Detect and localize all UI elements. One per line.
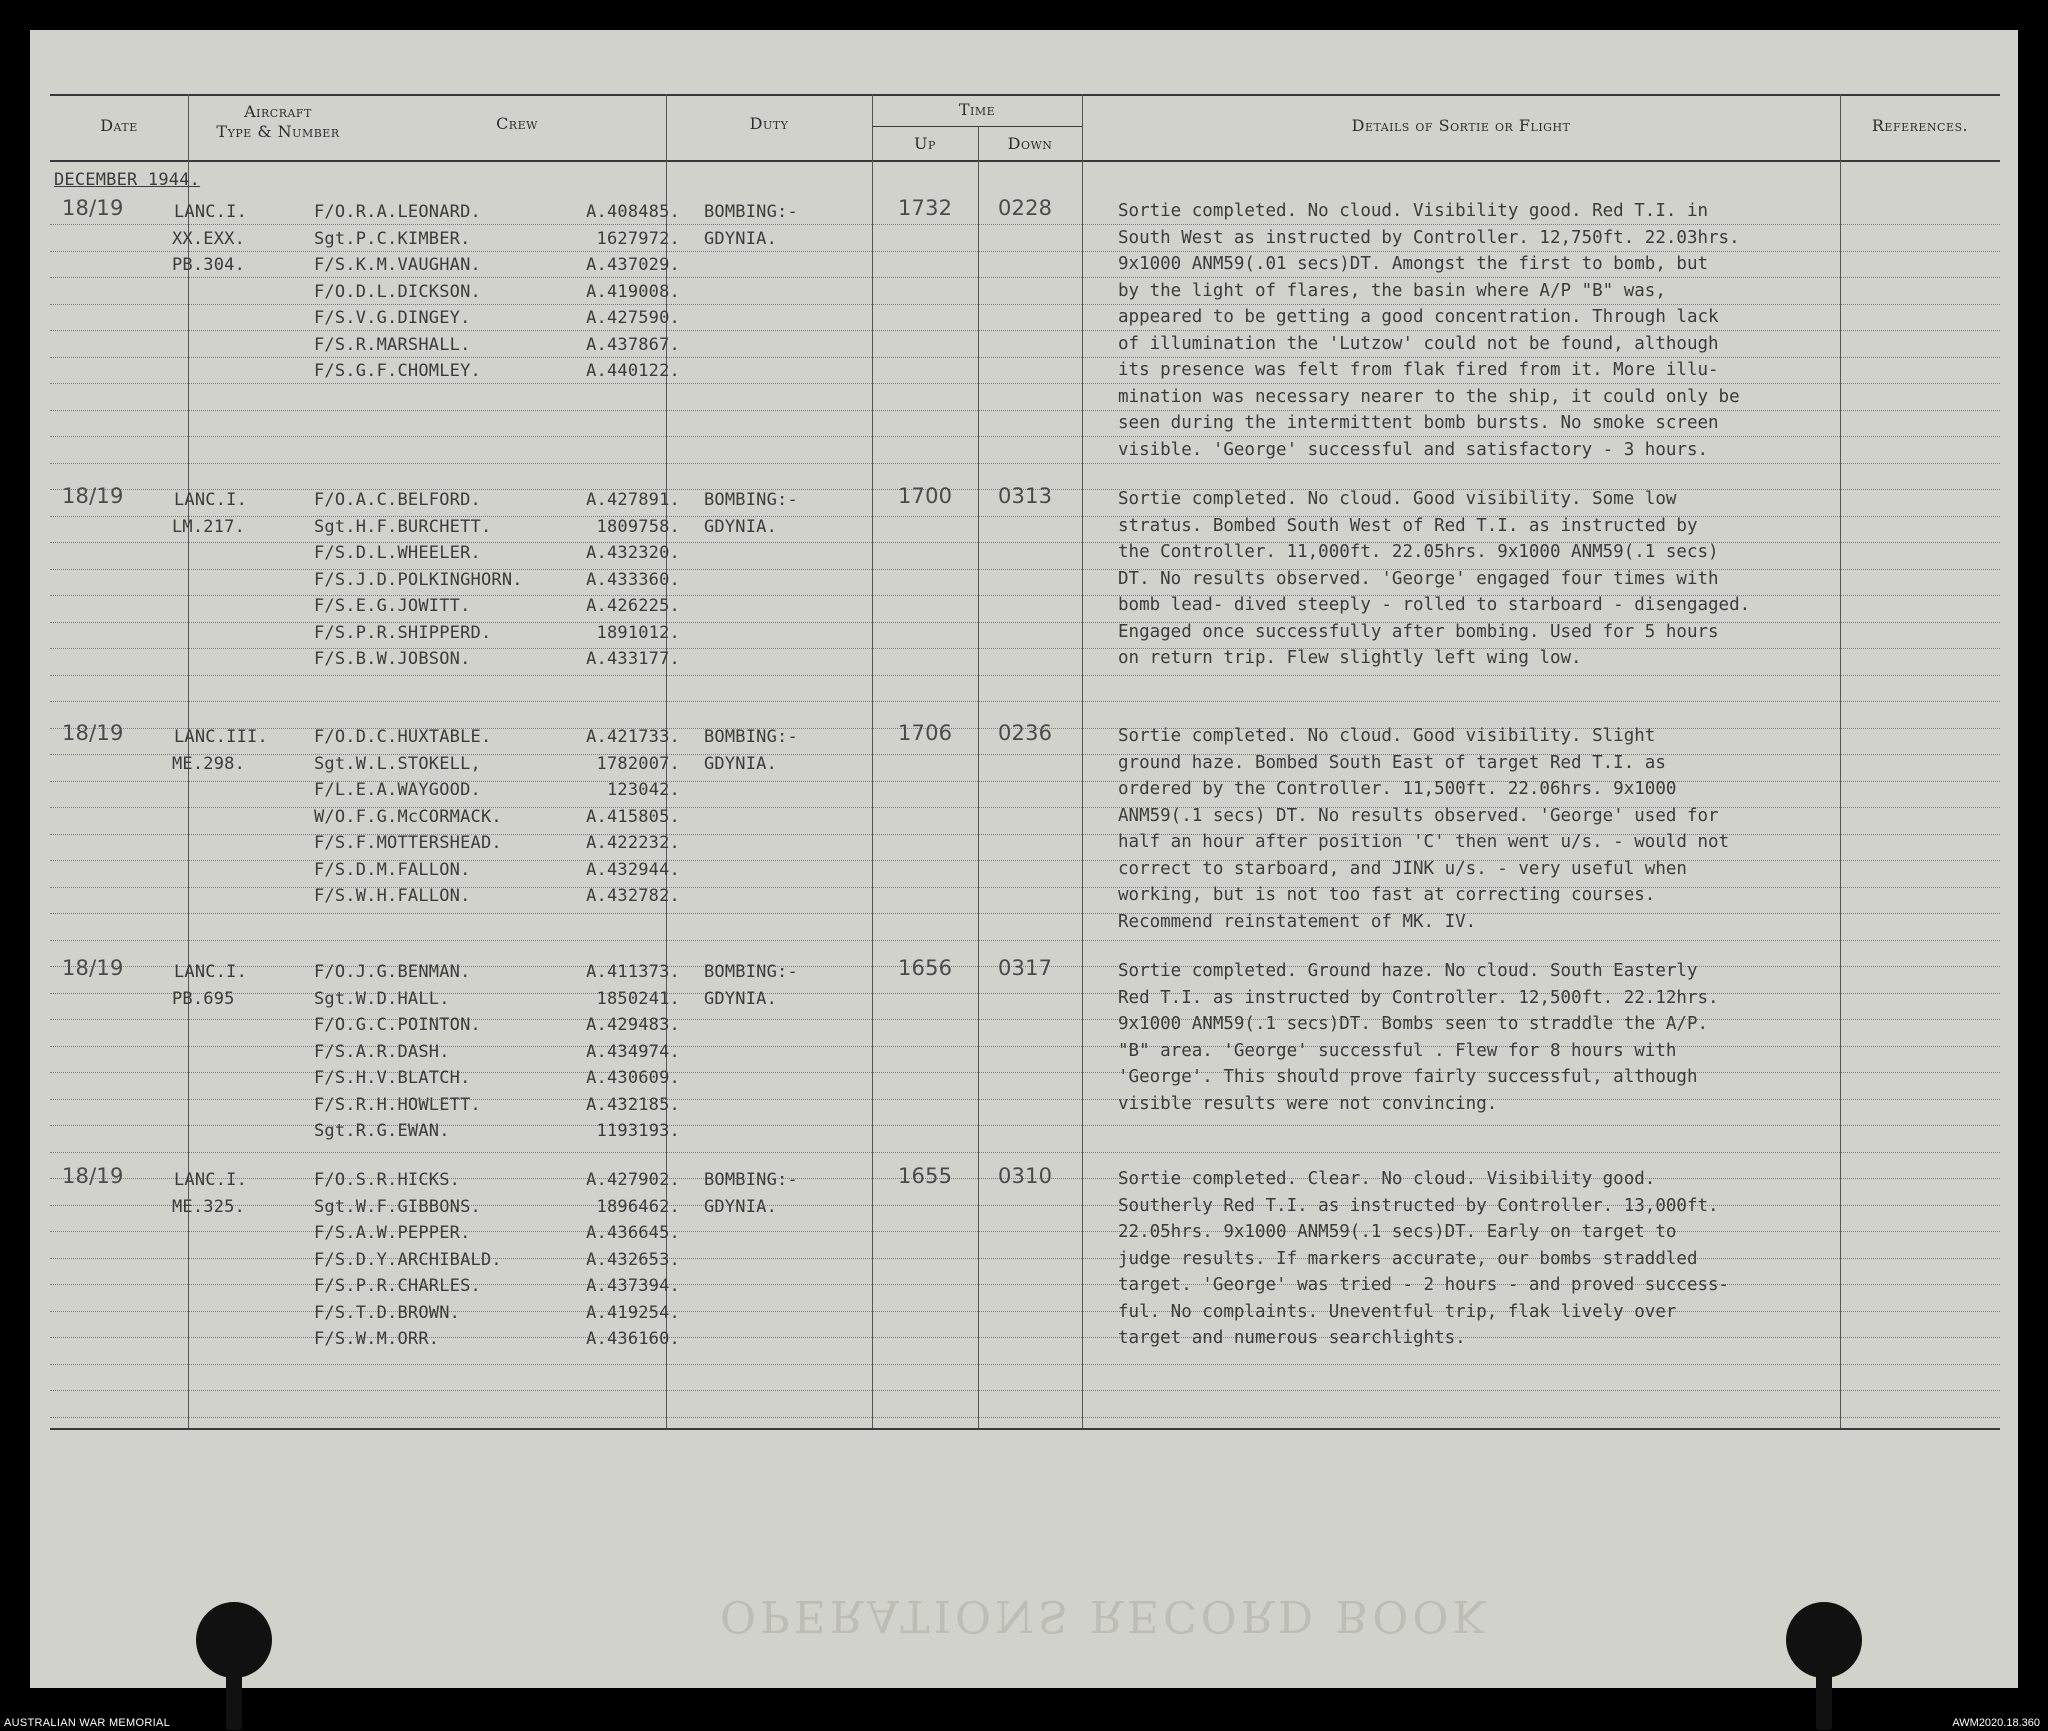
details-line: correct to starboard, and JINK u/s. - very useful when <box>1118 858 1687 879</box>
crew-name: F/S.F.MOTTERSHEAD. <box>314 833 502 853</box>
time-down: 0236 <box>998 721 1053 745</box>
aircraft-line: ME.298. <box>172 753 246 774</box>
col-rule <box>978 126 979 1428</box>
details-line: Engaged once successfully after bombing. Used for 5 hours <box>1118 621 1719 642</box>
crew-name: F/S.B.W.JOBSON. <box>314 649 471 669</box>
service-number: A.440122. <box>586 361 680 381</box>
sortie-details <box>1118 198 1878 463</box>
details-line: South West as instructed by Controller. 12,750ft. 22.03hrs. <box>1118 227 1740 248</box>
details-line: mination was necessary nearer to the ship, it could only be <box>1118 386 1740 407</box>
sortie-details <box>1118 1166 1878 1352</box>
service-number: A.437394. <box>586 1276 680 1296</box>
crew-name: F/S.D.Y.ARCHIBALD. <box>314 1249 502 1270</box>
service-number: 1193193. <box>596 1121 680 1141</box>
sortie-details <box>1118 958 1878 1117</box>
col-rule <box>872 94 873 1428</box>
header-references: References. <box>1871 116 1969 135</box>
header-bottom-rule <box>50 160 2000 162</box>
details-line: stratus. Bombed South West of Red T.I. as instructed by <box>1118 515 1698 536</box>
details-line: DT. No results observed. 'George' engaged four times with <box>1118 568 1719 589</box>
details-line: ANM59(.1 secs) DT. No results observed. 'George' used for <box>1118 805 1719 826</box>
aircraft-line: LM.217. <box>172 516 246 537</box>
details-line: its presence was felt from flak fired from it. More illu- <box>1118 360 1719 380</box>
aircraft-line: LANC.I. <box>174 962 248 982</box>
time-up: 1700 <box>898 484 953 508</box>
crew-name: F/S.H.V.BLATCH. <box>314 1068 471 1088</box>
details-line: bomb lead- dived steeply - rolled to starboard - disengaged. <box>1118 595 1751 615</box>
details-line: target and numerous searchlights. <box>1118 1328 1466 1348</box>
service-number: A.421733. <box>586 727 680 747</box>
crew-name: F/S.W.H.FALLON. <box>314 886 471 906</box>
time-down: 0313 <box>998 484 1053 508</box>
crew-name: F/S.P.R.CHARLES. <box>314 1276 481 1296</box>
header-details: Details of Sortie or Flight <box>1351 116 1571 135</box>
crew-name: Sgt.H.F.BURCHETT. <box>314 516 492 537</box>
details-line: Recommend reinstatement of MK. IV. <box>1118 911 1477 932</box>
header-time: Time <box>958 100 996 119</box>
service-number: A.427902. <box>586 1170 680 1190</box>
col-rule <box>1082 94 1083 1428</box>
entry-date: 18/19 <box>62 484 124 508</box>
crew-name: F/S.A.W.PEPPER. <box>314 1223 471 1243</box>
crew-name: F/O.J.G.BENMAN. <box>314 962 471 982</box>
service-number: 1809758. <box>596 516 680 537</box>
crew-name: F/S.W.M.ORR. <box>314 1329 440 1349</box>
service-number: A.408485. <box>586 202 680 222</box>
binder-slot-left <box>226 1650 242 1730</box>
service-number: A.427590. <box>586 308 680 328</box>
time-up: 1706 <box>898 721 953 745</box>
crew-name: F/L.E.A.WAYGOOD. <box>314 780 481 800</box>
aircraft-line: XX.EXX. <box>172 228 246 249</box>
crew-name: F/S.P.R.SHIPPERD. <box>314 622 492 643</box>
service-number: 1896462. <box>596 1196 680 1217</box>
service-number: 1782007. <box>596 753 680 774</box>
time-down: 0228 <box>998 196 1053 220</box>
details-line: 'George'. This should prove fairly successful, although <box>1118 1067 1698 1087</box>
crew-name: F/O.D.C.HUXTABLE. <box>314 727 492 747</box>
table-top-rule <box>50 94 2000 96</box>
dotted-rule <box>50 1417 2000 1418</box>
crew-name: Sgt.R.G.EWAN. <box>314 1121 450 1141</box>
service-number: A.430609. <box>586 1068 680 1088</box>
crew-name: F/S.G.F.CHOMLEY. <box>314 361 481 381</box>
duty-line: BOMBING:- <box>704 490 798 510</box>
details-line: ful. No complaints. Uneventful trip, flak lively over <box>1118 1301 1677 1322</box>
crew-name: F/S.V.G.DINGEY. <box>314 308 471 328</box>
crew-name: F/S.D.L.WHEELER. <box>314 543 481 563</box>
duty-line: BOMBING:- <box>704 202 798 222</box>
aircraft-line: ME.325. <box>172 1196 246 1217</box>
aircraft-line: LANC.I. <box>174 490 248 510</box>
details-line: working, but is not too fast at correcting courses. <box>1118 885 1656 905</box>
month-heading: DECEMBER 1944. <box>54 170 201 190</box>
service-number: A.422232. <box>586 833 680 853</box>
binder-slot-right <box>1816 1650 1832 1730</box>
details-line: appeared to be getting a good concentration. Through lack <box>1118 307 1719 327</box>
aircraft-line: PB.304. <box>172 255 246 275</box>
header-date: Date <box>100 116 138 135</box>
details-line: Sortie completed. No cloud. Good visibility. Slight <box>1118 726 1656 746</box>
aircraft-line: PB.695 <box>172 988 235 1009</box>
service-number: A.437029. <box>586 255 680 275</box>
aircraft-line: LANC.III. <box>174 727 268 747</box>
footer-accession-number: AWM2020.18.360 <box>1952 1717 2040 1729</box>
details-line: of illumination the 'Lutzow' could not be found, although <box>1118 333 1719 354</box>
service-number: 1850241. <box>596 988 680 1009</box>
aircraft-line: LANC.I. <box>174 1170 248 1190</box>
service-number: A.432782. <box>586 886 680 906</box>
table-bottom-rule <box>50 1428 2000 1430</box>
duty-line: GDYNIA. <box>704 988 778 1009</box>
crew-name: Sgt.W.L.STOKELL, <box>314 753 481 774</box>
service-number: A.436645. <box>586 1223 680 1243</box>
header-time-up: Up <box>914 134 936 153</box>
service-number: 123042. <box>606 780 680 800</box>
time-subrule <box>872 126 1082 127</box>
service-number: A.432320. <box>586 543 680 563</box>
crew-name: Sgt.P.C.KIMBER. <box>314 228 471 249</box>
crew-name: F/O.S.R.HICKS. <box>314 1170 461 1190</box>
header-duty: Duty <box>749 114 789 133</box>
crew-name: W/O.F.G.McCORMACK. <box>314 806 502 827</box>
duty-line: BOMBING:- <box>704 727 798 747</box>
details-line: Southerly Red T.I. as instructed by Controller. 13,000ft. <box>1118 1195 1719 1216</box>
time-up: 1655 <box>898 1164 953 1188</box>
crew-name: F/O.A.C.BELFORD. <box>314 490 481 510</box>
header-aircraft-line1: Aircraft <box>244 102 312 121</box>
details-line: judge results. If markers accurate, our bombs straddled <box>1118 1248 1698 1269</box>
entry-date: 18/19 <box>62 196 124 220</box>
details-line: 22.05hrs. 9x1000 ANM59(.1 secs)DT. Early on target to <box>1118 1222 1677 1242</box>
footer-archive-name: AUSTRALIAN WAR MEMORIAL <box>4 1717 171 1729</box>
details-line: Sortie completed. Clear. No cloud. Visibility good. <box>1118 1169 1656 1189</box>
details-line: half an hour after position 'C' then went u/s. - would not <box>1118 832 1730 852</box>
dotted-rule <box>50 701 2000 702</box>
crew-name: Sgt.W.D.HALL. <box>314 988 450 1009</box>
details-line: Red T.I. as instructed by Controller. 12,500ft. 22.12hrs. <box>1118 987 1719 1008</box>
crew-name: F/S.T.D.BROWN. <box>314 1302 461 1323</box>
crew-name: F/S.J.D.POLKINGHORN. <box>314 569 523 590</box>
dotted-rule <box>50 675 2000 676</box>
crew-name: F/S.R.MARSHALL. <box>314 334 471 355</box>
sortie-details <box>1118 486 1878 672</box>
details-line: Sortie completed. No cloud. Good visibility. Some low <box>1118 489 1677 509</box>
service-number: A.434974. <box>586 1041 680 1062</box>
crew-name: F/S.R.H.HOWLETT. <box>314 1094 481 1115</box>
entry-date: 18/19 <box>62 1164 124 1188</box>
entry-date: 18/19 <box>62 956 124 980</box>
dotted-rule <box>50 940 2000 941</box>
service-number: A.432185. <box>586 1094 680 1115</box>
time-down: 0310 <box>998 1164 1053 1188</box>
duty-line: GDYNIA. <box>704 1196 778 1217</box>
service-number: 1627972. <box>596 228 680 249</box>
service-number: A.433177. <box>586 649 680 669</box>
duty-line: BOMBING:- <box>704 1170 798 1190</box>
service-number: A.426225. <box>586 596 680 616</box>
service-number: A.415805. <box>586 806 680 827</box>
service-number: A.411373. <box>586 962 680 982</box>
service-number: A.433360. <box>586 569 680 590</box>
details-line: ordered by the Controller. 11,500ft. 22.06hrs. 9x1000 <box>1118 779 1677 799</box>
crew-name: F/S.D.M.FALLON. <box>314 859 471 880</box>
crew-name: F/O.G.C.POINTON. <box>314 1015 481 1035</box>
dotted-rule <box>50 1364 2000 1365</box>
details-line: "B" area. 'George' successful . Flew for 8 hours with <box>1118 1040 1677 1061</box>
details-line: 9x1000 ANM59(.01 secs)DT. Amongst the first to bomb, but <box>1118 254 1709 274</box>
details-line: Sortie completed. No cloud. Visibility good. Red T.I. in <box>1118 201 1709 221</box>
details-line: visible results were not convincing. <box>1118 1093 1498 1114</box>
crew-name: F/S.A.R.DASH. <box>314 1041 450 1062</box>
service-number: A.432944. <box>586 859 680 880</box>
crew-name: F/S.K.M.VAUGHAN. <box>314 255 481 275</box>
time-down: 0317 <box>998 956 1053 980</box>
details-line: seen during the intermittent bomb bursts. No smoke screen <box>1118 413 1719 433</box>
crew-name: Sgt.W.F.GIBBONS. <box>314 1196 481 1217</box>
service-number: 1891012. <box>596 622 680 643</box>
crew-name: F/S.E.G.JOWITT. <box>314 596 471 616</box>
entry-date: 18/19 <box>62 721 124 745</box>
header-aircraft-line2: Type & Number <box>216 122 340 141</box>
details-line: visible. 'George' successful and satisfactory - 3 hours. <box>1118 439 1709 460</box>
details-line: target. 'George' was tried - 2 hours - and proved success- <box>1118 1275 1730 1295</box>
service-number: A.436160. <box>586 1329 680 1349</box>
details-line: 9x1000 ANM59(.1 secs)DT. Bombs seen to straddle the A/P. <box>1118 1014 1709 1034</box>
duty-line: GDYNIA. <box>704 753 778 774</box>
service-number: A.427891. <box>586 490 680 510</box>
service-number: A.419254. <box>586 1302 680 1323</box>
details-line: ground haze. Bombed South East of target Red T.I. as <box>1118 752 1666 773</box>
service-number: A.429483. <box>586 1015 680 1035</box>
service-number: A.437867. <box>586 334 680 355</box>
record-page <box>30 30 2018 1688</box>
time-up: 1656 <box>898 956 953 980</box>
header-crew: Crew <box>496 114 538 133</box>
details-line: by the light of flares, the basin where A/P "B" was, <box>1118 280 1666 301</box>
time-up: 1732 <box>898 196 953 220</box>
dotted-rule <box>50 1390 2000 1391</box>
details-line: on return trip. Flew slightly left wing low. <box>1118 648 1582 668</box>
details-line: the Controller. 11,000ft. 22.05hrs. 9x1000 ANM59(.1 secs) <box>1118 542 1719 562</box>
dotted-rule <box>50 1152 2000 1153</box>
sortie-details <box>1118 723 1878 935</box>
duty-line: BOMBING:- <box>704 962 798 982</box>
header-time-down: Down <box>1007 134 1053 153</box>
duty-line: GDYNIA. <box>704 228 778 249</box>
crew-name: F/O.D.L.DICKSON. <box>314 281 481 302</box>
duty-line: GDYNIA. <box>704 516 778 537</box>
aircraft-line: LANC.I. <box>174 202 248 222</box>
service-number: A.419008. <box>586 281 680 302</box>
crew-name: F/O.R.A.LEONARD. <box>314 202 481 222</box>
details-line: Sortie completed. Ground haze. No cloud. South Easterly <box>1118 961 1698 981</box>
header-aircraft <box>188 102 368 142</box>
bleed-through-text: OPERATIONS RECORD BOOK <box>720 1590 1490 1641</box>
service-number: A.432653. <box>586 1249 680 1270</box>
